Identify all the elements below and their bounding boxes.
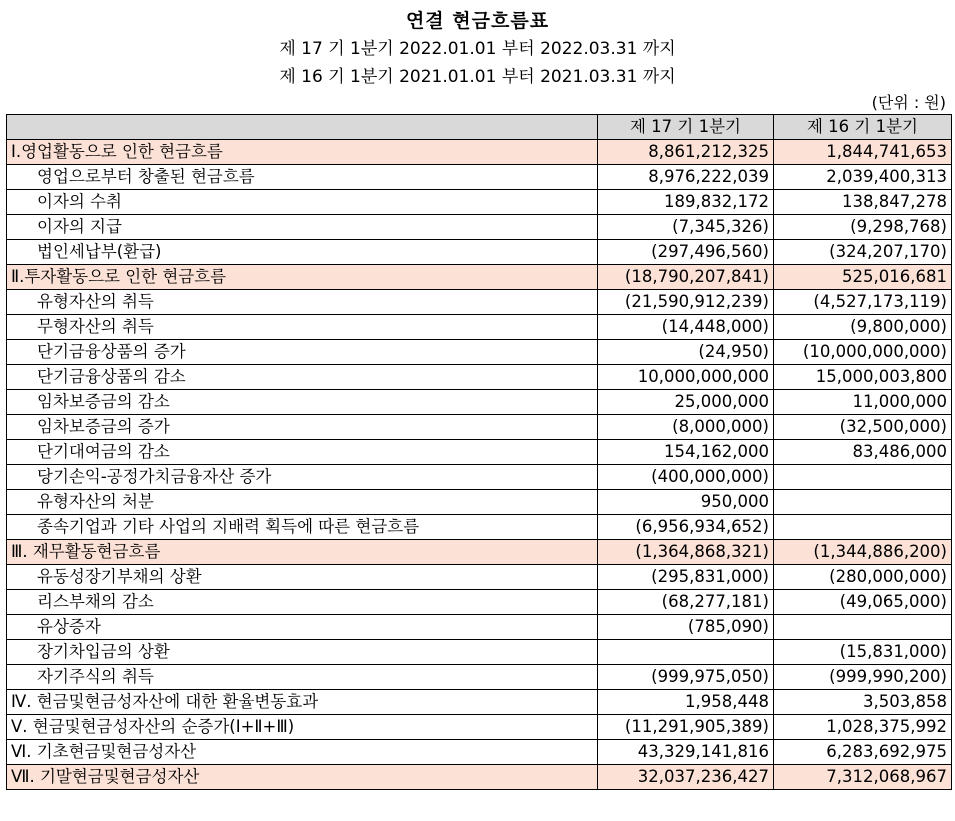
row-label: Ⅲ. 재무활동현금흐름 xyxy=(7,540,598,565)
row-current-value: (400,000,000) xyxy=(598,465,774,490)
cash-flow-table xyxy=(6,114,952,790)
table-row xyxy=(7,440,952,465)
table-row xyxy=(7,640,952,665)
row-prior-value: 11,000,000 xyxy=(774,390,952,415)
table-row xyxy=(7,290,952,315)
row-current-value: (8,000,000) xyxy=(598,415,774,440)
table-row xyxy=(7,215,952,240)
row-prior-value xyxy=(774,490,952,515)
row-label: 이자의 수취 xyxy=(7,190,598,215)
table-row xyxy=(7,240,952,265)
table-row xyxy=(7,590,952,615)
row-label: 단기금융상품의 감소 xyxy=(7,365,598,390)
row-label: 종속기업과 기타 사업의 지배력 획득에 따른 현금흐름 xyxy=(7,515,598,540)
header-current-period: 제 17 기 1분기 xyxy=(598,115,774,140)
row-current-value: (999,975,050) xyxy=(598,665,774,690)
row-label: 장기차입금의 상환 xyxy=(7,640,598,665)
row-prior-value: (324,207,170) xyxy=(774,240,952,265)
row-current-value: (68,277,181) xyxy=(598,590,774,615)
header-label xyxy=(7,115,598,140)
row-prior-value xyxy=(774,615,952,640)
row-prior-value: 2,039,400,313 xyxy=(774,165,952,190)
row-current-value: 154,162,000 xyxy=(598,440,774,465)
row-current-value: 43,329,141,816 xyxy=(598,740,774,765)
row-prior-value: (32,500,000) xyxy=(774,415,952,440)
row-label: 법인세납부(환급) xyxy=(7,240,598,265)
row-current-value: (18,790,207,841) xyxy=(598,265,774,290)
row-prior-value: (999,990,200) xyxy=(774,665,952,690)
row-prior-value: (10,000,000,000) xyxy=(774,340,952,365)
row-current-value: (6,956,934,652) xyxy=(598,515,774,540)
table-row xyxy=(7,165,952,190)
table-row xyxy=(7,340,952,365)
row-prior-value: 1,844,741,653 xyxy=(774,140,952,165)
row-prior-value: (9,298,768) xyxy=(774,215,952,240)
period-prior: 제 16 기 1분기 2021.01.01 부터 2021.03.31 까지 xyxy=(279,67,676,87)
row-prior-value: 15,000,003,800 xyxy=(774,365,952,390)
row-prior-value: 6,283,692,975 xyxy=(774,740,952,765)
table-header-row xyxy=(7,115,952,140)
document-title: 연결 현금흐름표 xyxy=(405,10,550,32)
row-label: Ⅰ.영업활동으로 인한 현금흐름 xyxy=(7,140,598,165)
row-label: 무형자산의 취득 xyxy=(7,315,598,340)
row-prior-value: (49,065,000) xyxy=(774,590,952,615)
header-prior-period: 제 16 기 1분기 xyxy=(774,115,952,140)
row-current-value: 25,000,000 xyxy=(598,390,774,415)
table-row xyxy=(7,390,952,415)
row-current-value: (14,448,000) xyxy=(598,315,774,340)
row-prior-value: 7,312,068,967 xyxy=(774,765,952,790)
table-row xyxy=(7,765,952,790)
row-prior-value: (4,527,173,119) xyxy=(774,290,952,315)
row-current-value: (295,831,000) xyxy=(598,565,774,590)
row-label: Ⅶ. 기말현금및현금성자산 xyxy=(7,765,598,790)
row-current-value: (297,496,560) xyxy=(598,240,774,265)
row-label: 영업으로부터 창출된 현금흐름 xyxy=(7,165,598,190)
row-current-value: 8,861,212,325 xyxy=(598,140,774,165)
table-row xyxy=(7,740,952,765)
unit-label: (단위 : 원) xyxy=(871,93,946,112)
row-label: 임차보증금의 감소 xyxy=(7,390,598,415)
row-label: Ⅵ. 기초현금및현금성자산 xyxy=(7,740,598,765)
table-row xyxy=(7,565,952,590)
row-label: 단기금융상품의 증가 xyxy=(7,340,598,365)
row-label: 유동성장기부채의 상환 xyxy=(7,565,598,590)
row-prior-value xyxy=(774,465,952,490)
table-row xyxy=(7,190,952,215)
row-prior-value: (15,831,000) xyxy=(774,640,952,665)
row-prior-value: (9,800,000) xyxy=(774,315,952,340)
row-label: 리스부채의 감소 xyxy=(7,590,598,615)
row-label: Ⅱ.투자활동으로 인한 현금흐름 xyxy=(7,265,598,290)
table-row xyxy=(7,415,952,440)
table-row xyxy=(7,515,952,540)
row-label: Ⅴ. 현금및현금성자산의 순증가(Ⅰ+Ⅱ+Ⅲ) xyxy=(7,715,598,740)
table-row xyxy=(7,715,952,740)
row-prior-value: 1,028,375,992 xyxy=(774,715,952,740)
table-row xyxy=(7,490,952,515)
row-prior-value: 138,847,278 xyxy=(774,190,952,215)
table-row xyxy=(7,465,952,490)
row-current-value: 1,958,448 xyxy=(598,690,774,715)
row-label: 당기손익-공정가치금융자산 증가 xyxy=(7,465,598,490)
row-prior-value: 525,016,681 xyxy=(774,265,952,290)
row-label: Ⅳ. 현금및현금성자산에 대한 환율변동효과 xyxy=(7,690,598,715)
row-current-value: (11,291,905,389) xyxy=(598,715,774,740)
row-label: 임차보증금의 증가 xyxy=(7,415,598,440)
row-current-value: (21,590,912,239) xyxy=(598,290,774,315)
row-label: 유상증자 xyxy=(7,615,598,640)
row-label: 유형자산의 취득 xyxy=(7,290,598,315)
row-prior-value: (280,000,000) xyxy=(774,565,952,590)
table-row xyxy=(7,265,952,290)
row-prior-value: 83,486,000 xyxy=(774,440,952,465)
table-row xyxy=(7,365,952,390)
row-current-value xyxy=(598,640,774,665)
row-current-value: 950,000 xyxy=(598,490,774,515)
row-current-value: (1,364,868,321) xyxy=(598,540,774,565)
table-row xyxy=(7,140,952,165)
table-row xyxy=(7,315,952,340)
table-row xyxy=(7,540,952,565)
row-prior-value: (1,344,886,200) xyxy=(774,540,952,565)
table-row xyxy=(7,615,952,640)
row-prior-value: 3,503,858 xyxy=(774,690,952,715)
row-label: 자기주식의 취득 xyxy=(7,665,598,690)
row-label: 단기대여금의 감소 xyxy=(7,440,598,465)
row-current-value: (24,950) xyxy=(598,340,774,365)
row-current-value: (7,345,326) xyxy=(598,215,774,240)
table-row xyxy=(7,690,952,715)
row-current-value: 32,037,236,427 xyxy=(598,765,774,790)
row-prior-value xyxy=(774,515,952,540)
row-current-value: 10,000,000,000 xyxy=(598,365,774,390)
row-current-value: 189,832,172 xyxy=(598,190,774,215)
row-label: 유형자산의 처분 xyxy=(7,490,598,515)
row-label: 이자의 지급 xyxy=(7,215,598,240)
period-current: 제 17 기 1분기 2022.01.01 부터 2022.03.31 까지 xyxy=(279,39,676,59)
row-current-value: (785,090) xyxy=(598,615,774,640)
row-current-value: 8,976,222,039 xyxy=(598,165,774,190)
table-row xyxy=(7,665,952,690)
